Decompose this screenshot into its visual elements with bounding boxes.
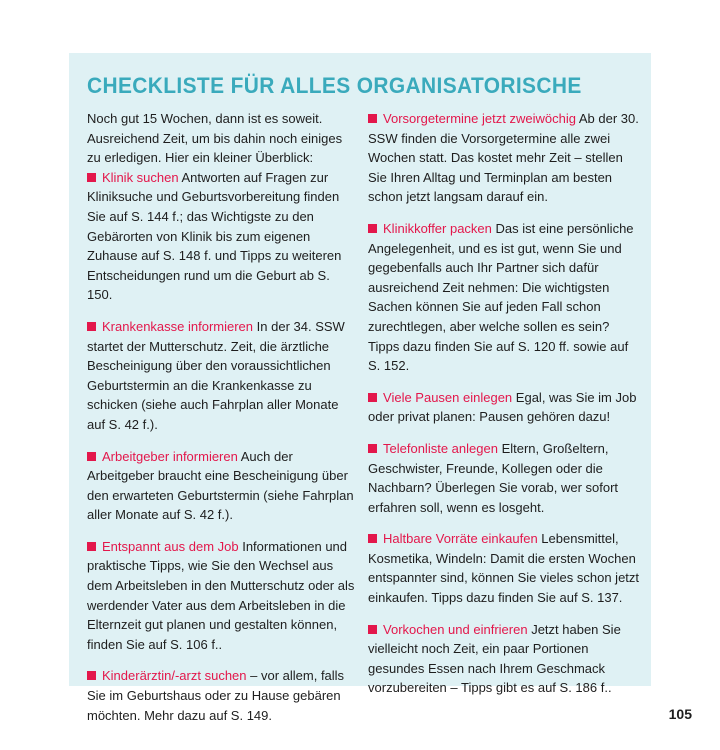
item-label: Klinikkoffer packen — [383, 220, 492, 236]
red-square-bullet-icon — [87, 671, 96, 680]
item-label: Entspannt aus dem Job — [102, 538, 239, 554]
item-text: Eltern, Großeltern, Geschwister, Freunde, Kollegen oder die Nachbarn? Überlegen Sie vorab, wer sofort erfahren soll, wenn es losgeht. — [368, 440, 619, 515]
right-column — [368, 109, 641, 737]
red-square-bullet-icon — [368, 224, 377, 233]
item-text: Informationen und praktische Tipps, wie Sie den Wechsel aus dem Arbeitsleben in den Mutterschutz oder als werdender Vater aus dem Arbeitsleben in die Elternzeit gut planen und gestalten können, finden Sie auf S. 106 f.. — [87, 538, 355, 652]
item-label: Klinik suchen — [102, 169, 179, 185]
checklist-item-klinik — [87, 168, 358, 305]
checklist-title: CHECKLISTE FÜR ALLES ORGANISATORISCHE — [87, 73, 582, 98]
red-square-bullet-icon — [87, 322, 96, 331]
red-square-bullet-icon — [87, 173, 96, 182]
item-label: Arbeitgeber informieren — [102, 448, 238, 464]
page-number: 105 — [668, 706, 692, 722]
left-column — [87, 109, 358, 737]
red-square-bullet-icon — [368, 393, 377, 402]
item-label: Viele Pausen einlegen — [383, 389, 513, 405]
item-label: Kinderärztin/-arzt suchen — [102, 668, 247, 684]
red-square-bullet-icon — [87, 452, 96, 461]
intro-text: Noch gut 15 Wochen, dann ist es soweit. Ausreichend Zeit, um bis dahin noch einiges zu erledigen. Hier ein kleiner Überblick: — [87, 111, 343, 166]
checklist-item-pausen — [368, 388, 641, 427]
checklist-item-klinikkoffer — [368, 219, 641, 376]
item-text: In der 34. SSW startet der Mutterschutz. Zeit, die ärztliche Bescheinigung über den voraussichtlichen Geburtstermin an die Krankenkasse zu schicken (siehe auch Fahrplan aller Monate auf S. 42 f.). — [87, 318, 345, 432]
checklist-item-vorsorge — [368, 109, 641, 207]
checklist-item-job — [87, 537, 358, 655]
item-label: Krankenkasse informieren — [102, 318, 254, 334]
checklist-item-kinderarzt — [87, 666, 358, 725]
item-label: Vorkochen und einfrieren — [383, 621, 528, 637]
checklist-item-telefonliste — [368, 439, 641, 517]
item-text: Jetzt haben Sie vielleicht noch Zeit, ein paar Portionen gesundes Essen nach Ihrem Geschmack vorzubereiten – Tipps gibt es auf S. 186 f.. — [368, 621, 621, 696]
red-square-bullet-icon — [368, 534, 377, 543]
checklist-item-arbeitgeber — [87, 447, 358, 525]
red-square-bullet-icon — [368, 444, 377, 453]
item-text: Das ist eine persönliche Angelegenheit, und es ist gut, wenn Sie und gegebenfalls auch Ihr Partner sich dafür ausreichend Zeit nehmen: Die wichtigsten Sachen können Sie auf jeden Fall schon zurechtlegen, aber welche sollen es sein? Tipps dazu finden Sie auf S. 120 ff. sowie auf S. 152. — [368, 220, 634, 374]
checklist-columns — [87, 109, 641, 737]
item-text: Auch der Arbeitgeber braucht eine Bescheinigung über den erwarteten Geburtstermin (siehe Fahrplan aller Monate auf S. 42 f.). — [87, 448, 354, 523]
checklist-box — [69, 53, 651, 723]
item-label: Haltbare Vorräte einkaufen — [383, 531, 538, 547]
item-text: Egal, was Sie im Job oder privat planen: Pausen gehören dazu! — [368, 389, 637, 425]
red-square-bullet-icon — [87, 542, 96, 551]
checklist-item-vorkochen — [368, 620, 641, 698]
item-label: Telefonliste anlegen — [383, 440, 498, 456]
item-text: Ab der 30. SSW finden die Vorsorgetermine alle zwei Wochen statt. Das kostet mehr Zeit – stellen Sie Ihren Alltag und Terminplan am besten schon jetzt langsam darauf ein. — [368, 111, 639, 205]
red-square-bullet-icon — [368, 114, 377, 123]
checklist-item-vorraete — [368, 529, 641, 607]
item-text: – vor allem, falls Sie im Geburtshaus oder zu Hause gebären möchten. Mehr dazu auf S. 149. — [87, 668, 345, 723]
red-square-bullet-icon — [368, 625, 377, 634]
checklist-item-krankenkasse — [87, 317, 358, 435]
item-label: Vorsorgetermine jetzt zweiwöchig — [383, 111, 576, 126]
item-text: Antworten auf Fragen zur Kliniksuche und Geburtsvorbereitung finden Sie auf S. 144 f.; das Wichtigste zu den Gebärorten von Klinik bis zum eigenen Zuhause auf S. 148 f. und Tipps zu weiteren Entscheidungen rund um die Geburt ab S. 150. — [87, 169, 342, 303]
item-text: Lebensmittel, Kosmetika, Windeln: Damit die ersten Wochen entspannter sind, können Sie vieles schon jetzt einkaufen. Tipps dazu finden Sie auf S. 137. — [368, 531, 640, 606]
